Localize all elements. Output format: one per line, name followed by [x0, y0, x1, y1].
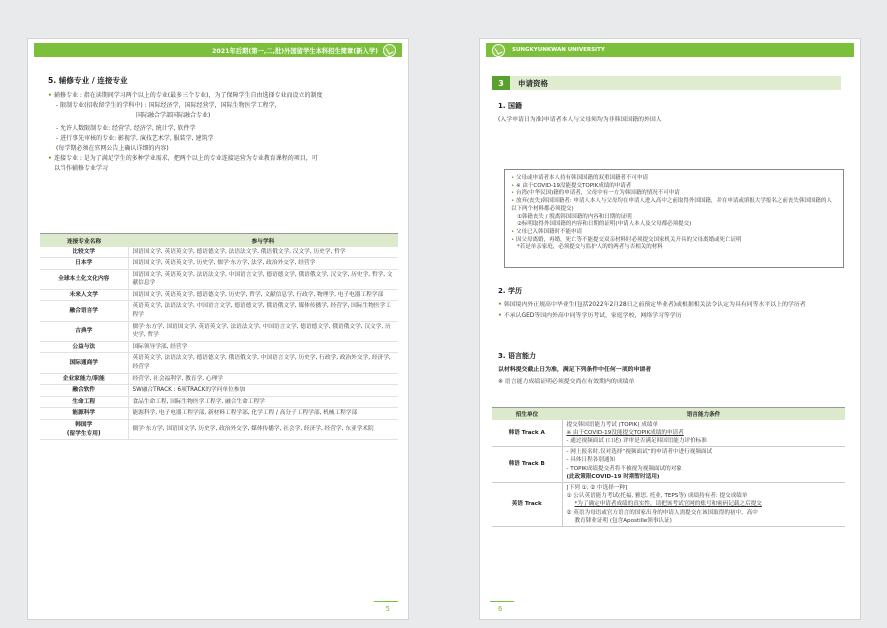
- right-page: [479, 38, 861, 620]
- list-item: • 因父母离婚，再婚，死亡等不能提交双亲材料时必须提交国家机关开具的父母离婚或死亡证明: [511, 236, 742, 243]
- table-row: [40, 258, 398, 270]
- list-item: • 父母或申请者本人持有韩国国籍的双重国籍者不可申请: [511, 175, 649, 181]
- table-row: [40, 289, 398, 301]
- table-row: [492, 420, 845, 447]
- linked-major-table: [40, 233, 398, 440]
- condition-line: ② 英语为母语或官方语言的国家出身的申请人需提交在该国取得的初中、高中: [566, 509, 758, 516]
- table-row: [40, 247, 398, 258]
- page-number-line: [490, 601, 514, 602]
- language-note: ※ 语言能力成绩证明必须提交尚在有效期内的成绩单: [498, 379, 635, 385]
- education-title: 2. 学历: [498, 287, 522, 295]
- participating-subjects: 食品生命工程, 国际生物医学工程学, 融合生命工程学: [128, 396, 398, 408]
- bullet-line: - 限制专业(招收留学生的学科中) : 国际经济学，国际经营学，国际生物医学工程学，: [56, 102, 281, 109]
- condition-line: ※ 由于COVID-19没能提交TOPIK成绩的申请者: [566, 429, 684, 436]
- linked-major-name: 未来人文学: [40, 289, 128, 301]
- table-row: [40, 301, 398, 321]
- list-item: • 放弃(丧失)韩国国籍者: 申请人本人与父母均在申请人进入高中之前取得外国国籍，并在申请或填报大学报名之前丧失韩国国籍的人以下两个材料都必须提交): [511, 198, 832, 212]
- section-number: 3: [492, 76, 510, 90]
- page-number-line: [374, 601, 398, 602]
- participating-subjects: 国语国文学, 英语英文学, 历史学, 儒学·东方学, 法学, 政治外交学, 经营学: [128, 258, 398, 270]
- linked-major-name: 全球本土化文化内容: [40, 269, 128, 289]
- bullet-line: (每学期必须在官网公告上确认详细的内容): [56, 145, 169, 152]
- admission-unit: 韩语 Track B: [492, 447, 562, 483]
- table-row: [40, 385, 398, 397]
- participating-subjects: 英语英文学, 法语法文学, 中国语言文学, 德语德文学, 俄语俄文学, 媒体传播学, 经营学, 国际生物医学工程学: [128, 301, 398, 321]
- left-page: [27, 38, 409, 620]
- admission-unit: 英语 Track: [492, 482, 562, 526]
- list-item: • 不承认GED等国内外高中同等学历考试，家庭学校，网络学习等学历: [498, 312, 682, 319]
- nationality-conditions-box: [504, 169, 844, 268]
- bullet-line: • 辅修专业 : 指在读期间学习两个以上的专业(最多三个专业)，为了保障学生自由选择专业而设立的制度: [48, 92, 323, 99]
- table-row: [492, 447, 845, 483]
- table-header: 连接专业名称: [40, 234, 128, 247]
- admission-unit: 韩语 Track A: [492, 420, 562, 447]
- language-condition: [562, 447, 845, 483]
- list-item: ①韩籍丧失 / 脱离韩国国籍的内容和日期的证明: [517, 213, 632, 220]
- table-row: [40, 341, 398, 353]
- list-item: • 韩国境内外正规高中毕业生(包括2022年2月28日之前预定毕业者)或根据相关法令认定为具有同等水平以上的学历者: [498, 302, 806, 308]
- list-item: ②标明取得外国国籍的内容和日期的证明(申请人本人及父母都必须提交): [517, 221, 692, 228]
- condition-line: [下列 ①, ② 中选择一种]: [566, 484, 628, 491]
- table-row: [40, 373, 398, 385]
- language-title: 3. 语言能力: [498, 352, 536, 360]
- linked-major-name: 生命工程: [40, 396, 128, 408]
- linked-major-name: 韩国学 (留学生专用): [40, 420, 128, 440]
- condition-line: - 具体日程各别通知: [566, 457, 616, 464]
- minor-description: [48, 91, 403, 174]
- table-row: [40, 269, 398, 289]
- table-row: [40, 396, 398, 408]
- participating-subjects: 儒学·东方学, 国语国文学, 英语英文学, 法语法文学, 中国语言文学, 德语德文学, 俄语俄文学, 汉文学, 历史学, 哲学: [128, 321, 398, 341]
- participating-subjects: 经营学, 社会福利学, 教育学, 心理学: [128, 373, 398, 385]
- table-header: 参与学科: [128, 234, 398, 247]
- section-heading: [492, 76, 841, 90]
- left-header-bar: [34, 43, 402, 57]
- education-list: [498, 301, 853, 321]
- table-row: [40, 420, 398, 440]
- linked-major-name: 企业家能力/职能: [40, 373, 128, 385]
- participating-subjects: SW融合TRACK : 6项TRACK的学问单位参加: [128, 385, 398, 397]
- university-logo-icon: [492, 44, 505, 57]
- page-number: 5: [385, 605, 390, 613]
- bullet-line: 以当作辅修专业学习: [54, 165, 109, 172]
- bullet-line: - 进行事先审核的专业: 影视学, 演技艺术学, 服装学, 建筑学: [56, 135, 214, 142]
- bullet-line: - 允许人数限制专业: 经营学, 经济学, 统计学, 软件学: [56, 125, 196, 132]
- condition-line: - 通过视频面试 (口述) 评审是否满足韩国语能力评价标准: [566, 437, 707, 444]
- condition-line: *为了确定申请者成绩的真实性，请把该考试官网的账号和密码记载之后提交: [574, 501, 762, 508]
- list-item: • 父母已入韩国籍时不能申请: [511, 228, 583, 235]
- table-header: 招生单位: [492, 408, 562, 420]
- linked-major-name: 融合语言学: [40, 301, 128, 321]
- condition-line: - TOPIK成绩提交者将不被视为视频面试的对象: [566, 465, 682, 472]
- bullet-line: • 连接专业 : 是为了满足学生的多种学业需求，把两个以上的专业连接运营为专业教育课程的项目，可: [48, 155, 318, 162]
- list-item: • ※ 由于COVID-19没能提交TOPIK成绩的申请者: [511, 182, 632, 189]
- list-item: *若是单亲家庭，必须提交与监护人的的两者与否相关的材料: [517, 244, 663, 251]
- language-subtitle: 以材料提交截止日为准，满足下列条件中任何一项的申请者: [498, 367, 652, 373]
- table-row: [492, 482, 845, 526]
- language-table: [492, 407, 845, 527]
- participating-subjects: 儒学·东方学, 国语国文学, 历史学, 政治外交学, 媒体传播学, 社会学, 经济学, 经营学, 东亚学术院: [128, 420, 398, 440]
- condition-line: 提交韩国语能力考试 (TOPIK) 成绩单: [566, 421, 659, 428]
- right-header-bar: [486, 43, 854, 57]
- university-logo-icon: [383, 44, 396, 57]
- condition-line: ① 公认英语能力考试(托福, 雅思, 托业, TEPS等) 成绩持有者: 提交成绩单: [566, 493, 748, 500]
- nationality-title: 1. 国籍: [498, 102, 522, 110]
- nationality-text: (入学申请日为准)申请者本人与父母须均为非韩国国籍的外国人: [498, 117, 662, 123]
- participating-subjects: 国语国文学, 英语英文学, 德语德文学, 历史学, 哲学, 文献信息学, 行政学, 物理学, 电子电器工程学部: [128, 289, 398, 301]
- participating-subjects: 能源科学, 电子电器工程学部, 新材料工程学部, 化学工程 / 高分子工程学部, 机械工程学部: [128, 408, 398, 420]
- bullet-line: 国际融合学部国际融合专业): [136, 112, 211, 119]
- participating-subjects: 国语国文学, 英语英文学, 法语法文学, 中国语言文学, 德语德文学, 俄语俄文学, 汉文学, 历史学, 哲学, 文献信息学: [128, 269, 398, 289]
- left-header-text: 2021年后期(第一,二,批)外国留学生本科招生简章(新入学): [211, 47, 378, 55]
- linked-major-name: 比较文学: [40, 247, 128, 258]
- language-condition: [562, 482, 845, 526]
- section-title: 申请资格: [518, 78, 548, 88]
- participating-subjects: 国语国文学, 英语英文学, 德语德文学, 法语法文学, 俄语俄文学, 汉文学, 历史学, 哲学: [128, 247, 398, 258]
- linked-major-name: 公益与法: [40, 341, 128, 353]
- section-title: 5. 辅修专业 / 连接专业: [48, 76, 128, 85]
- condition-line: 教育肄业证明 (包含Apostille领事认证): [574, 517, 672, 524]
- right-header-text: SUNGKYUNKWAN UNIVERSITY: [512, 47, 605, 53]
- linked-major-name: 国际通商学: [40, 353, 128, 373]
- table-header: 语言能力条件: [562, 408, 845, 420]
- page-number: 6: [498, 605, 503, 613]
- table-row: [40, 408, 398, 420]
- table-row: [40, 321, 398, 341]
- condition-line: - 网上报名时,仅对选择“视频面试”的申请者中进行视频面试: [566, 449, 713, 456]
- participating-subjects: 国际领导学部, 经营学: [128, 341, 398, 353]
- language-condition: [562, 420, 845, 447]
- participating-subjects: 英语英文学, 法语法文学, 德语德文学, 俄语俄文学, 中国语言文学, 历史学, 行政学, 政治外交学, 经济学, 经营学: [128, 353, 398, 373]
- table-row: [40, 353, 398, 373]
- linked-major-name: 融合软件: [40, 385, 128, 397]
- condition-line: (此政策限COVID-19 时期暂时适用): [566, 473, 660, 480]
- list-item: • 台湾(中华民国)籍的申请者，父母中有一方为韩国籍的情况不可申请: [511, 190, 680, 197]
- linked-major-name: 日本学: [40, 258, 128, 270]
- linked-major-name: 古典学: [40, 321, 128, 341]
- linked-major-name: 能源科学: [40, 408, 128, 420]
